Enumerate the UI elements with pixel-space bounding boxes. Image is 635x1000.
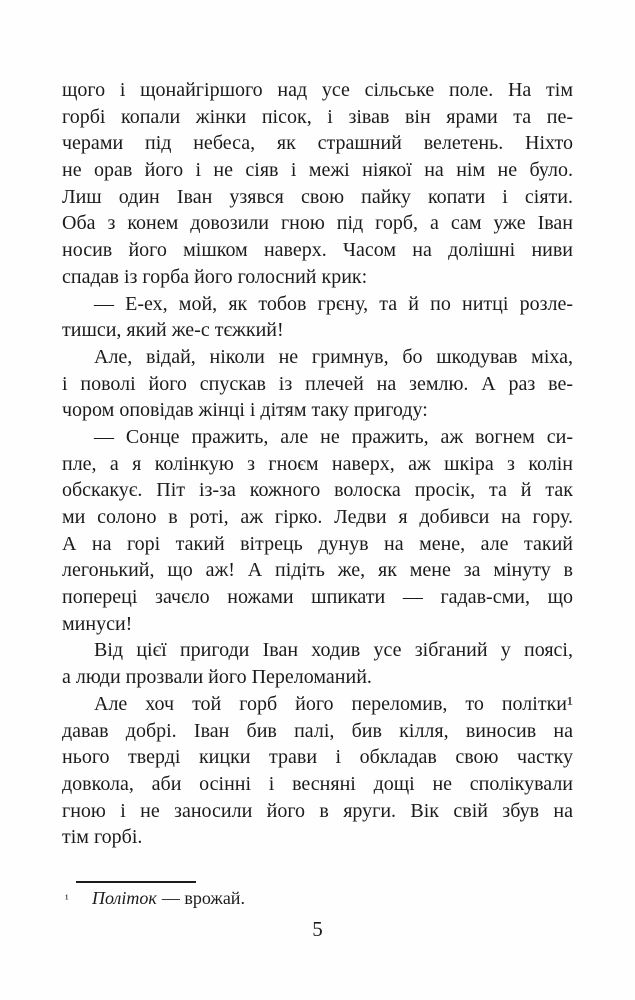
paragraph [62, 637, 573, 690]
text-line: тишси, який же-с тєжкий! [62, 319, 284, 342]
footnote [62, 886, 573, 911]
text-line: минуси! [62, 612, 133, 635]
paragraph [62, 291, 573, 344]
text-line: пле, а я колінкую з гноєм наверх, аж шкіра з колін [62, 452, 573, 475]
text-line: чором оповідав жінці і дітям таку пригоду: [62, 399, 428, 422]
footnote-term: Політок [92, 888, 157, 908]
text-line: давав добрі. Іван бив палі, бив кілля, виносив на [62, 719, 573, 742]
text-line: — Е-ех, мой, як тобов грєну, та й по нитці розле- [94, 292, 573, 315]
text-line: спадав із горба його голосний крик: [62, 265, 368, 288]
text-line: щого і щонайгіршого над усе сільське поле. На тім [62, 79, 573, 101]
text-line: нього тверді кицки трави і обкладав свою частку [62, 746, 573, 769]
text-line: гною і не заносили його в яруги. Вік свій збув на [62, 799, 573, 822]
text-line: ми солоно в роті, аж гірко. Ледви я добивси на гору. [62, 506, 573, 528]
text-line: носив його мішком наверх. Часом на долішні ниви [62, 239, 573, 262]
text-line: попереці зачєло ножами шпикати — гадав-сми, що [62, 586, 573, 609]
text-line: Але хоч той горб його переломив, то політки¹ [94, 692, 573, 715]
text-line: і поволі його спускав із плечей на землю. А раз ве- [62, 372, 573, 395]
text-line: обскакує. Піт із-за кожного волоска просік, та й так [62, 479, 573, 502]
text-line: Лиш один Іван узявся свою пайку копати і сіяти. [62, 185, 573, 208]
paragraph [62, 424, 573, 638]
text-line: довкола, аби осінні і весняні дощі не сполікували [62, 772, 573, 795]
text-line: не орав його і не сіяв і межі ніякої на нім не було. [62, 159, 573, 182]
text-line: тім горбі. [62, 826, 143, 849]
text-line: черами під небеса, як страшний велетень. Ніхто [62, 132, 573, 155]
footnote-marker: ¹ [65, 892, 69, 906]
text-line: Оба з конем довозили гною під горб, а сам уже Іван [62, 212, 573, 235]
text-block [62, 77, 573, 851]
text-line: а люди прозвали його Переломаний. [62, 666, 372, 689]
text-line: горбі копали жінки пісок, і зівав він ярами та пе- [62, 105, 573, 128]
text-line: — Сонце пражить, але не пражить, аж вогнем си- [94, 425, 573, 448]
paragraph [62, 77, 573, 291]
text-line: А на горі такий вітрець дунув на мене, але такий [62, 532, 573, 555]
page-number: 5 [312, 917, 323, 941]
footnote-divider [76, 881, 196, 883]
text-line: легонький, що аж! А підіть же, як мене за мінуту в [62, 559, 573, 582]
paragraph [62, 691, 573, 851]
text-line: Від цієї пригоди Іван ходив усе зібганий у поясі, [94, 639, 573, 662]
text-line: Але, відай, ніколи не гримнув, бо шкодував міха, [94, 345, 573, 368]
footnote-definition: — врожай. [161, 888, 245, 908]
paragraph [62, 344, 573, 424]
